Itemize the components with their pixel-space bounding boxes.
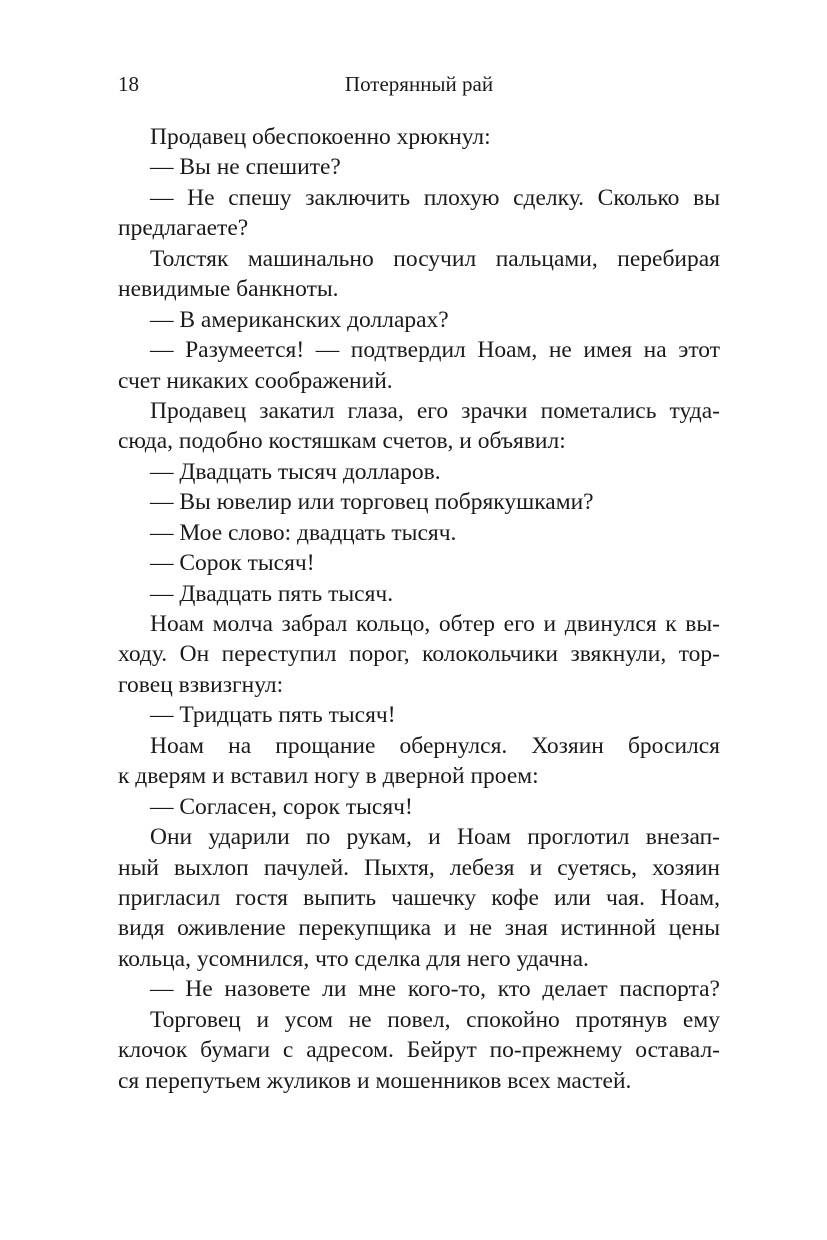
text-line: — Согласен, сорок тысяч! (150, 793, 413, 820)
text-line: пригласил гостя выпить чашечку кофе или чая. Ноам, (118, 884, 720, 911)
text-line: Торговец и усом не повел, спокойно протянув ему (150, 1006, 720, 1033)
text-line: — Мое слово: двадцать тысяч. (150, 519, 457, 546)
text-line: кольца, усомнился, что сделка для него удачна. (118, 945, 589, 972)
text-line: — Двадцать пять тысяч. (150, 580, 394, 607)
text-line: — Не назовете ли мне кого-то, кто делает паспорта? (150, 976, 720, 1003)
text-line: ходу. Он переступил порог, колокольчики звякнули, тор- (118, 641, 720, 668)
text-line: Продавец обеспокоенно хрюкнул: (150, 124, 491, 150)
text-line: счет никаких соображений. (118, 367, 393, 394)
text-line: Ноам на прощание обернулся. Хозяин бросился (150, 732, 720, 759)
text-line: — Разумеется! — подтвердил Ноам, не имея на этот (150, 337, 720, 364)
text-line: сюда, подобно костяшкам счетов, и объявил: (118, 428, 566, 455)
text-line: ный выхлоп пачулей. Пыхтя, лебезя и суетясь, хозяин (118, 854, 720, 881)
text-line: ся перепутьем жуликов и мошенников всех мастей. (118, 1067, 632, 1094)
text-line: говец взвизгнул: (118, 671, 284, 698)
text-line: — Сорок тысяч! (150, 550, 315, 577)
text-line: к дверям и вставил ногу в дверной проем: (118, 763, 539, 790)
body-text (118, 122, 720, 1096)
text-line: — В американских долларах? (150, 306, 449, 333)
text-line: видя оживление перекупщика и не зная истинной цены (118, 915, 720, 942)
text-line: — Вы ювелир или торговец побрякушками? (150, 489, 594, 516)
text-line: предлагаете? (118, 215, 249, 242)
text-line: — Вы не спешите? (150, 154, 341, 181)
text-line: невидимые банкноты. (118, 276, 339, 303)
text-line: Ноам молча забрал кольцо, обтер его и двинулся к вы- (150, 611, 720, 637)
running-head (118, 72, 720, 102)
running-title: Потерянный рай (344, 72, 494, 96)
page-number: 18 (118, 72, 139, 96)
text-line: клочок бумаги с адресом. Бейрут по-прежнему оставал- (118, 1037, 720, 1064)
text-line: — Не спешу заключить плохую сделку. Сколько вы (150, 184, 720, 211)
text-line: — Тридцать пять тысяч! (150, 702, 396, 729)
text-line: Они ударили по рукам, и Ноам проглотил внезап- (150, 824, 720, 851)
text-line: Толстяк машинально посучил пальцами, перебирая (150, 245, 720, 272)
text-line: — Двадцать тысяч долларов. (150, 458, 441, 485)
text-line: Продавец закатил глаза, его зрачки пометались туда- (150, 397, 720, 424)
